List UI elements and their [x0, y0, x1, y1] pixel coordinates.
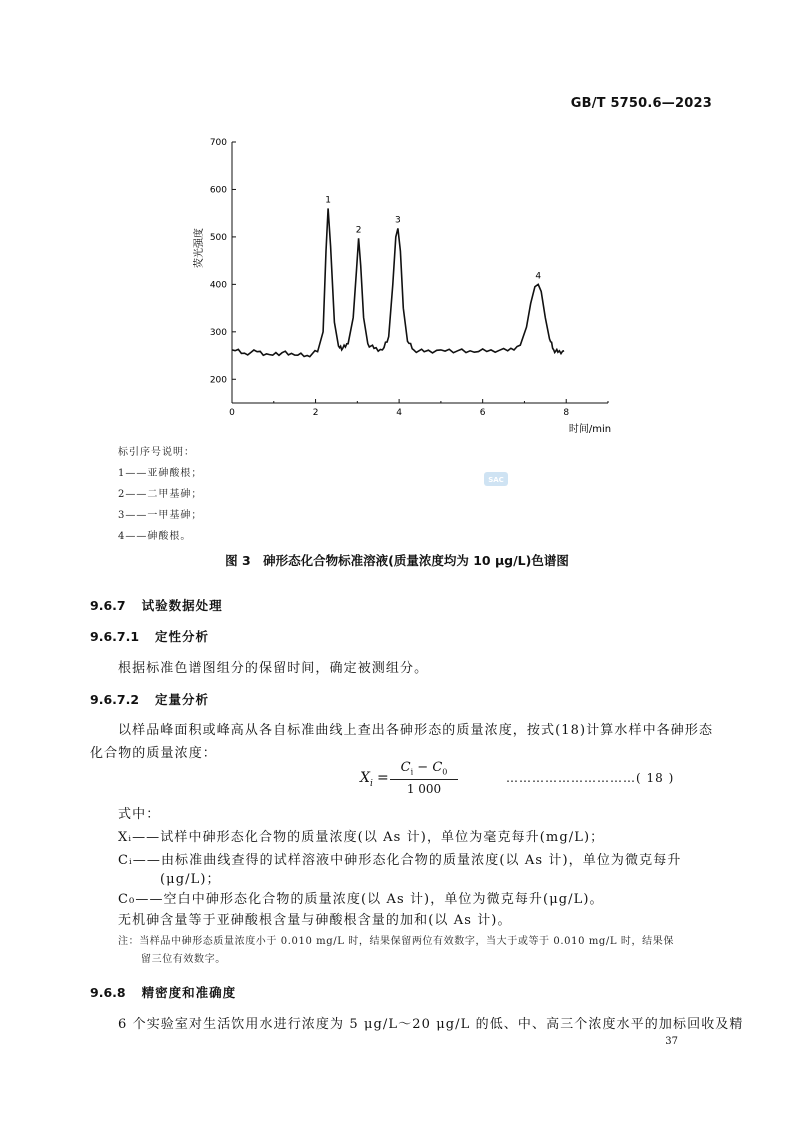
chart-axes — [232, 142, 608, 403]
x-tick-label: 4 — [396, 408, 402, 418]
definition-c0: C₀——空白中砷形态化合物的质量浓度(以 As 计)，单位为微克每升(μg/L)。 — [118, 892, 604, 907]
section-title: 精密度和准确度 — [141, 985, 237, 1000]
y-tick-label: 600 — [209, 185, 227, 196]
paragraph: 以样品峰面积或峰高从各自标准曲线上查出各砷形态的质量浓度，按式(18)计算水样中各砷形态 — [118, 723, 714, 738]
definition-ci: Cᵢ——由标准曲线查得的试样溶液中砷形态化合物的质量浓度(以 As 计)，单位为微克每升 — [118, 853, 682, 868]
x-tick-label: 2 — [312, 408, 319, 418]
section-heading — [90, 596, 223, 614]
subsection-heading — [90, 690, 209, 708]
x-axis-label: 时间/min — [568, 424, 612, 435]
peak-label: 2 — [355, 225, 362, 236]
section-number: 9.6.7.2 — [90, 692, 140, 707]
chromatogram-line — [232, 208, 564, 356]
standard-code: GB/T 5750.6—2023 — [570, 96, 712, 111]
formula-denominator: 1 000 — [406, 782, 442, 796]
note-line-continued: 留三位有效数字。 — [141, 954, 226, 965]
formula-numerator: $C_i - C_0$ — [400, 760, 448, 777]
section-number: 9.6.8 — [90, 985, 126, 1000]
legend-title: 标引序号说明： — [118, 447, 195, 458]
figure-legend — [118, 442, 202, 547]
definition-xi: Xᵢ——试样中砷形态化合物的质量浓度(以 As 计)，单位为毫克每升(mg/L)； — [118, 830, 605, 845]
y-tick-label: 500 — [209, 232, 227, 243]
peak-label: 4 — [535, 271, 542, 282]
formula-equals: = — [377, 770, 389, 786]
formula-lhs: $X_i$ — [360, 770, 373, 789]
section-title: 定性分析 — [155, 629, 210, 644]
section-heading — [90, 983, 236, 1001]
section-title: 试验数据处理 — [141, 598, 223, 613]
paragraph-continued: 化合物的质量浓度： — [90, 746, 217, 761]
subsection-heading — [90, 627, 209, 645]
definition-ci-unit: (μg/L)； — [160, 872, 221, 887]
x-tick-label: 0 — [229, 408, 235, 418]
paragraph: 根据标准色谱图组分的保留时间，确定被测组分。 — [118, 661, 429, 676]
figure-caption: 图 3 砷形态化合物标准溶液(质量浓度均为 10 μg/L)色谱图 — [225, 553, 569, 568]
y-tick-label: 300 — [209, 327, 227, 338]
y-tick-label: 200 — [209, 375, 227, 386]
page-number: 37 — [665, 1036, 678, 1047]
legend-item-4: 4——砷酸根。 — [118, 531, 192, 542]
y-tick-label: 400 — [209, 280, 227, 291]
section-number: 9.6.7.1 — [90, 629, 140, 644]
equation-number: …………………………( 18 ) — [506, 771, 675, 785]
svg-text:SAC: SAC — [488, 476, 504, 484]
sac-watermark-icon — [484, 472, 508, 486]
note-line: 注：当样品中砷形态质量浓度小于 0.010 mg/L 时，结果保留两位有效数字，当大于或等于 0.010 mg/L 时，结果保 — [118, 936, 674, 947]
legend-item-1: 1——亚砷酸根； — [118, 468, 203, 479]
x-tick-label: 8 — [563, 408, 570, 418]
y-tick-label: 700 — [209, 138, 227, 148]
y-axis-label: 荧光强度 — [194, 228, 205, 268]
peak-label: 1 — [325, 195, 331, 206]
legend-item-2: 2——二甲基砷； — [118, 489, 203, 500]
section-title: 定量分析 — [155, 692, 210, 707]
legend-item-3: 3——一甲基砷； — [118, 510, 203, 521]
section-number: 9.6.7 — [90, 598, 126, 613]
fraction-bar — [390, 779, 458, 780]
paragraph: 6 个实验室对生活饮用水进行浓度为 5 μg/L～20 μg/L 的低、中、高三个浓度水平的加标回收及精 — [118, 1017, 744, 1032]
inorganic-arsenic-statement: 无机砷含量等于亚砷酸根含量与砷酸根含量的加和(以 As 计)。 — [118, 913, 512, 928]
chromatogram-chart — [180, 128, 620, 438]
where-label: 式中： — [118, 807, 161, 822]
peak-label: 3 — [394, 215, 401, 226]
x-tick-label: 6 — [479, 408, 486, 418]
